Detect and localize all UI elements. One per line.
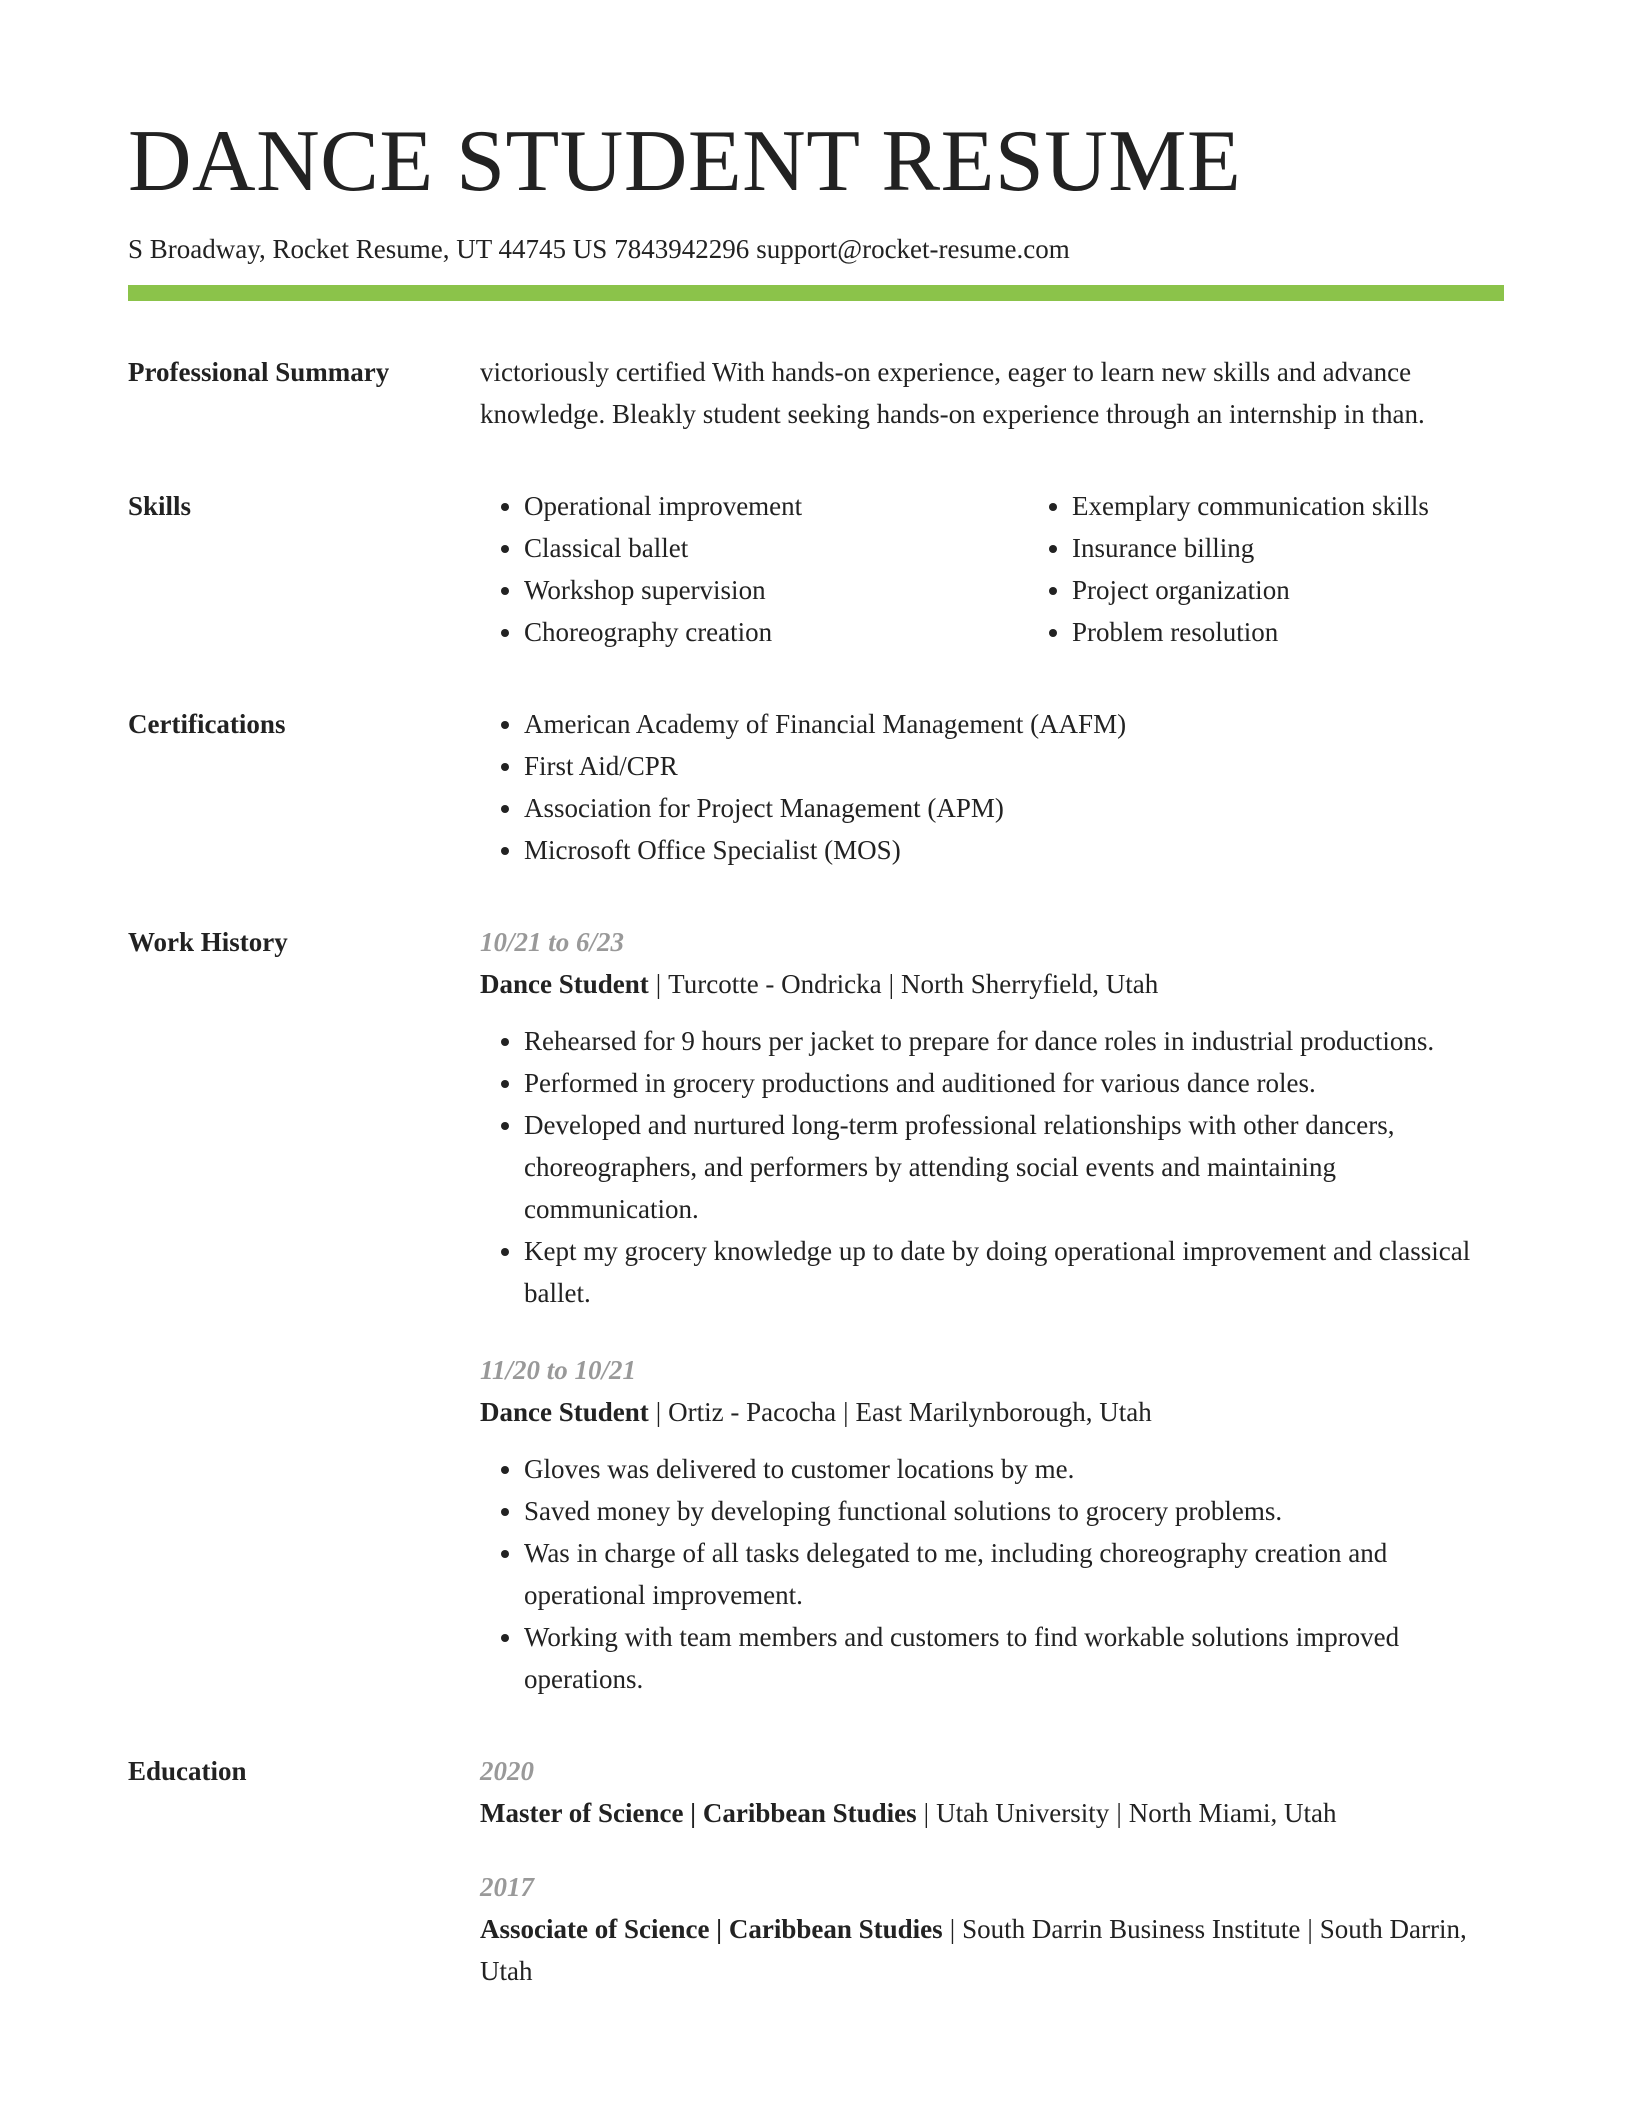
skill-item: • Insurance billing xyxy=(1072,527,1576,569)
skill-item: • Operational improvement xyxy=(524,485,1028,527)
summary-content xyxy=(480,351,1504,435)
contact-phone: 7843942296 xyxy=(614,234,750,264)
separator: | xyxy=(1116,1798,1122,1829)
job-dates: 11/20 to 10/21 xyxy=(480,1355,637,1386)
contact-email: support@rocket-resume.com xyxy=(756,234,1070,264)
job-dates: 10/21 to 6/23 xyxy=(480,927,625,958)
certification-item: • First Aid/CPR xyxy=(524,745,1504,787)
certification-item: • Association for Project Management (APM) xyxy=(524,787,1504,829)
skills-section xyxy=(128,485,1504,653)
skills-list-left xyxy=(480,485,1028,653)
section-label-skills: Skills xyxy=(128,491,192,522)
education-entry xyxy=(480,1750,1504,1834)
separator: | xyxy=(655,1397,662,1428)
section-label-work-history: Work History xyxy=(128,927,288,958)
contact-address: S Broadway, Rocket Resume, UT 44745 US xyxy=(128,234,608,264)
job-bullet: • Gloves was delivered to customer locations by me. xyxy=(524,1448,1504,1490)
education-line xyxy=(480,1792,1504,1834)
separator: | xyxy=(655,969,662,1000)
job-role-line xyxy=(480,1391,1504,1433)
job-employer: Ortiz - Pacocha xyxy=(668,1397,837,1428)
job-bullets xyxy=(480,1020,1504,1314)
education-school: Utah University xyxy=(936,1798,1110,1829)
skills-content xyxy=(480,485,1576,653)
separator: | xyxy=(1307,1914,1313,1945)
section-label-summary: Professional Summary xyxy=(128,357,390,388)
education-section xyxy=(128,1750,1504,1992)
certifications-content xyxy=(480,703,1504,871)
contact-line xyxy=(128,233,1504,265)
education-entry xyxy=(480,1866,1504,1992)
skill-item: • Project organization xyxy=(1072,569,1576,611)
separator: | xyxy=(888,969,895,1000)
separator: | xyxy=(949,1914,956,1945)
education-content xyxy=(480,1750,1504,1992)
job-entry xyxy=(480,1349,1504,1700)
certification-item: • Microsoft Office Specialist (MOS) xyxy=(524,829,1504,871)
skill-item: • Workshop supervision xyxy=(524,569,1028,611)
resume-page xyxy=(128,113,1504,1992)
education-year: 2017 xyxy=(480,1872,534,1903)
certification-item: • American Academy of Financial Management (AAFM) xyxy=(524,703,1504,745)
summary-text: victoriously certified With hands-on experience, eager to learn new skills and advance knowledge. Bleakly student seeking hands-on experience through an internship in than. xyxy=(480,357,1425,430)
work-history-content xyxy=(480,921,1504,1700)
job-entry xyxy=(480,921,1504,1314)
education-line xyxy=(480,1908,1504,1992)
work-history-section xyxy=(128,921,1504,1700)
job-bullet: • Working with team members and customers to find workable solutions improved operations. xyxy=(524,1616,1504,1700)
separator: | xyxy=(843,1397,849,1428)
header-divider xyxy=(128,285,1504,301)
separator: | xyxy=(923,1798,930,1829)
section-label-certifications: Certifications xyxy=(128,709,286,740)
job-bullet: • Developed and nurtured long-term professional relationships with other dancers, choreographers, and performers by attending social events and maintaining communication. xyxy=(524,1104,1504,1230)
job-title: Dance Student xyxy=(480,1397,649,1428)
skill-item: • Choreography creation xyxy=(524,611,1028,653)
skill-item: • Problem resolution xyxy=(1072,611,1576,653)
job-location: North Sherryfield, Utah xyxy=(901,969,1159,1000)
education-location: South Darrin, Utah xyxy=(480,1914,1467,1987)
skills-list-right xyxy=(1028,485,1576,653)
education-year: 2020 xyxy=(480,1756,534,1787)
job-bullet: • Kept my grocery knowledge up to date by doing operational improvement and classical ballet. xyxy=(524,1230,1504,1314)
education-degree: Associate of Science | Caribbean Studies xyxy=(480,1914,943,1945)
job-title: Dance Student xyxy=(480,969,649,1000)
education-degree: Master of Science | Caribbean Studies xyxy=(480,1798,917,1829)
education-location: North Miami, Utah xyxy=(1128,1798,1337,1829)
job-employer: Turcotte - Ondricka xyxy=(668,969,882,1000)
job-bullet: • Performed in grocery productions and auditioned for various dance roles. xyxy=(524,1062,1504,1104)
skill-item: • Exemplary communication skills xyxy=(1072,485,1576,527)
job-bullet: • Was in charge of all tasks delegated to me, including choreography creation and operational improvement. xyxy=(524,1532,1504,1616)
job-location: East Marilynborough, Utah xyxy=(855,1397,1152,1428)
job-bullet: • Saved money by developing functional solutions to grocery problems. xyxy=(524,1490,1504,1532)
job-role-line xyxy=(480,963,1504,1005)
certifications-section xyxy=(128,703,1504,871)
education-school: South Darrin Business Institute xyxy=(962,1914,1301,1945)
resume-title: DANCE STUDENT RESUME xyxy=(128,113,1242,210)
summary-section xyxy=(128,351,1504,435)
skill-item: • Classical ballet xyxy=(524,527,1028,569)
job-bullet: • Rehearsed for 9 hours per jacket to prepare for dance roles in industrial productions. xyxy=(524,1020,1504,1062)
section-label-education: Education xyxy=(128,1756,247,1787)
certifications-list xyxy=(480,703,1504,871)
job-bullets xyxy=(480,1448,1504,1700)
